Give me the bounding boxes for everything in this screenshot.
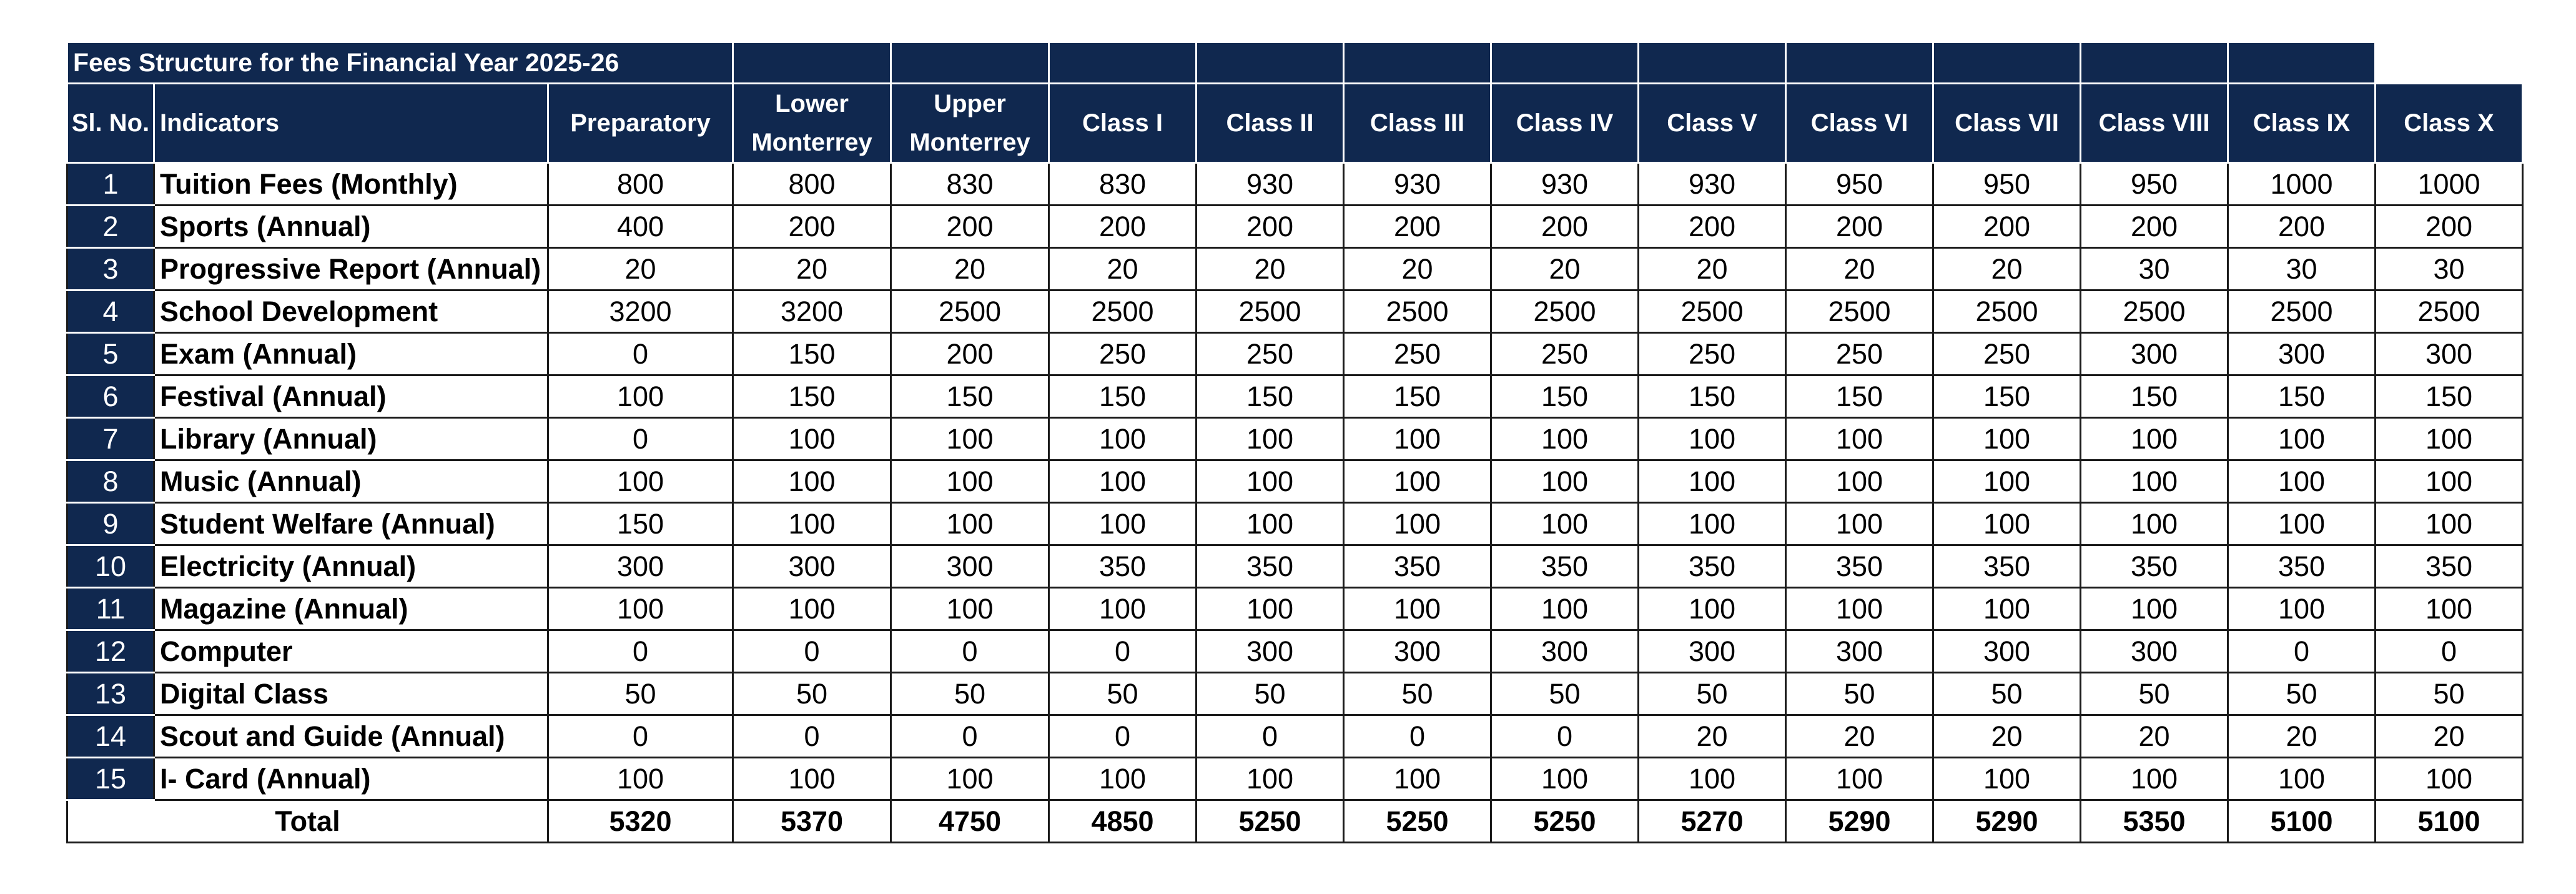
fee-cell: 100 [2228,418,2376,460]
fee-cell: 150 [1639,375,1786,418]
fee-cell: 100 [2228,758,2376,800]
table-title: Fees Structure for the Financial Year 2025-26 [67,42,733,84]
fee-cell: 100 [1197,588,1344,630]
sl-no-cell: 13 [67,673,154,715]
fee-cell: 100 [1491,418,1639,460]
fee-cell: 800 [548,163,733,206]
fee-cell: 0 [891,630,1049,673]
total-cell: 5250 [1491,800,1639,843]
fee-cell: 200 [891,333,1049,375]
fee-cell: 100 [1049,758,1197,800]
fee-cell: 100 [733,418,891,460]
header-column: Class II [1197,84,1344,163]
fee-cell: 0 [2376,630,2523,673]
fee-cell: 100 [2376,503,2523,545]
fee-cell: 0 [1491,715,1639,758]
fee-cell: 100 [1491,503,1639,545]
fee-cell: 100 [1639,588,1786,630]
indicator-cell: Progressive Report (Annual) [154,248,548,291]
fee-cell: 100 [548,758,733,800]
table-row [67,503,2523,545]
table-row [67,333,2523,375]
fee-cell: 300 [2376,333,2523,375]
total-cell: 5290 [1786,800,1933,843]
fee-cell: 0 [733,715,891,758]
total-cell: 5320 [548,800,733,843]
fee-cell: 800 [733,163,891,206]
fee-cell: 20 [891,248,1049,291]
fee-cell: 2500 [1639,291,1786,333]
fee-cell: 250 [1491,333,1639,375]
fee-cell: 20 [733,248,891,291]
fee-cell: 2500 [1933,291,2081,333]
fee-cell: 100 [548,460,733,503]
header-indicators: Indicators [154,84,548,163]
fee-cell: 0 [1344,715,1491,758]
fee-cell: 0 [548,418,733,460]
fee-cell: 50 [1786,673,1933,715]
indicator-cell: Tuition Fees (Monthly) [154,163,548,206]
fee-cell: 150 [2081,375,2228,418]
indicator-cell: Magazine (Annual) [154,588,548,630]
fee-cell: 100 [2376,588,2523,630]
fee-cell: 100 [1344,758,1491,800]
fee-cell: 20 [1786,715,1933,758]
total-cell: 5100 [2228,800,2376,843]
fee-cell: 250 [1639,333,1786,375]
fee-cell: 20 [1197,248,1344,291]
fee-cell: 20 [1933,715,2081,758]
header-column: Preparatory [548,84,733,163]
fee-cell: 100 [2081,418,2228,460]
sl-no-cell: 6 [67,375,154,418]
fee-cell: 300 [1344,630,1491,673]
fee-cell: 0 [548,333,733,375]
fee-cell: 100 [1344,460,1491,503]
fee-cell: 100 [1197,418,1344,460]
fee-cell: 1000 [2376,163,2523,206]
indicator-cell: Music (Annual) [154,460,548,503]
fee-cell: 0 [2228,630,2376,673]
fee-cell: 20 [1933,248,2081,291]
fee-cell: 300 [2081,333,2228,375]
total-label: Total [67,800,548,843]
fee-cell: 150 [2376,375,2523,418]
fee-cell: 250 [1049,333,1197,375]
fee-cell: 100 [2376,418,2523,460]
fee-cell: 100 [891,418,1049,460]
fee-cell: 20 [2081,715,2228,758]
fee-cell: 20 [1639,248,1786,291]
indicator-cell: Sports (Annual) [154,206,548,248]
fee-cell: 100 [1344,503,1491,545]
fee-cell: 100 [2228,588,2376,630]
header-column: Class V [1639,84,1786,163]
sl-no-cell: 1 [67,163,154,206]
fee-cell: 20 [1344,248,1491,291]
fee-cell: 50 [548,673,733,715]
table-row [67,291,2523,333]
fee-cell: 20 [1049,248,1197,291]
fee-cell: 2500 [891,291,1049,333]
fee-cell: 20 [1786,248,1933,291]
fee-cell: 930 [1491,163,1639,206]
fee-cell: 100 [1049,588,1197,630]
fee-cell: 100 [1933,418,2081,460]
table-row [67,758,2523,800]
fee-cell: 100 [891,758,1049,800]
fee-cell: 2500 [1786,291,1933,333]
total-cell: 5250 [1197,800,1344,843]
fee-cell: 100 [733,758,891,800]
total-cell: 5270 [1639,800,1786,843]
fee-cell: 930 [1639,163,1786,206]
table-row [67,715,2523,758]
fee-cell: 0 [548,715,733,758]
fee-cell: 150 [1197,375,1344,418]
fee-cell: 100 [1491,758,1639,800]
header-column: Class X [2376,84,2523,163]
fee-cell: 300 [2081,630,2228,673]
header-column: Class I [1049,84,1197,163]
table-row [67,588,2523,630]
fee-cell: 950 [2081,163,2228,206]
sl-no-cell: 3 [67,248,154,291]
fee-cell: 150 [1933,375,2081,418]
fee-cell: 50 [1197,673,1344,715]
sl-no-cell: 5 [67,333,154,375]
total-cell: 4850 [1049,800,1197,843]
fee-cell: 100 [1786,588,1933,630]
title-row [67,42,2523,84]
fee-cell: 200 [1786,206,1933,248]
table-row [67,545,2523,588]
fee-cell: 300 [891,545,1049,588]
fee-cell: 300 [1197,630,1344,673]
indicator-cell: Library (Annual) [154,418,548,460]
fee-cell: 100 [1933,503,2081,545]
table-row [67,418,2523,460]
fee-cell: 300 [1933,630,2081,673]
table-row [67,206,2523,248]
fee-cell: 0 [1049,630,1197,673]
fee-cell: 250 [1197,333,1344,375]
header-column: Class VI [1786,84,1933,163]
total-cell: 4750 [891,800,1049,843]
fee-cell: 3200 [548,291,733,333]
fee-cell: 1000 [2228,163,2376,206]
fee-cell: 50 [1344,673,1491,715]
fee-cell: 200 [733,206,891,248]
total-cell: 5290 [1933,800,2081,843]
fee-cell: 950 [1786,163,1933,206]
indicator-cell: Digital Class [154,673,548,715]
fee-cell: 20 [2376,715,2523,758]
fee-cell: 100 [1344,418,1491,460]
sl-no-cell: 2 [67,206,154,248]
table-row [67,248,2523,291]
fee-cell: 250 [1933,333,2081,375]
table-row [67,630,2523,673]
fee-cell: 100 [733,503,891,545]
sl-no-cell: 10 [67,545,154,588]
fee-cell: 930 [1344,163,1491,206]
fee-cell: 0 [891,715,1049,758]
fees-structure-table [66,41,2524,843]
fee-cell: 930 [1197,163,1344,206]
sl-no-cell: 8 [67,460,154,503]
indicator-cell: Electricity (Annual) [154,545,548,588]
fee-cell: 2500 [2081,291,2228,333]
fee-cell: 100 [1344,588,1491,630]
fee-cell: 150 [733,333,891,375]
fee-cell: 350 [1786,545,1933,588]
fee-cell: 150 [733,375,891,418]
fee-cell: 2500 [1344,291,1491,333]
fee-cell: 100 [1639,758,1786,800]
fee-cell: 100 [1786,758,1933,800]
fee-cell: 200 [2228,206,2376,248]
fee-cell: 50 [733,673,891,715]
fee-cell: 100 [1639,460,1786,503]
fee-cell: 2500 [2228,291,2376,333]
fee-cell: 50 [2081,673,2228,715]
fee-cell: 100 [1049,460,1197,503]
fee-cell: 300 [1639,630,1786,673]
fee-cell: 50 [2228,673,2376,715]
fee-cell: 20 [1639,715,1786,758]
fee-cell: 100 [1491,588,1639,630]
table-row [67,163,2523,206]
fee-cell: 100 [891,588,1049,630]
header-column: Class IV [1491,84,1639,163]
fee-cell: 350 [2376,545,2523,588]
fee-cell: 50 [1639,673,1786,715]
fee-cell: 100 [1786,460,1933,503]
fee-cell: 0 [1049,715,1197,758]
fee-cell: 100 [1933,588,2081,630]
header-row [67,84,2523,163]
fee-cell: 950 [1933,163,2081,206]
indicator-cell: School Development [154,291,548,333]
fee-cell: 350 [1197,545,1344,588]
fee-cell: 100 [2376,758,2523,800]
fee-cell: 100 [548,375,733,418]
fee-cell: 2500 [1197,291,1344,333]
sl-no-cell: 11 [67,588,154,630]
fee-cell: 20 [548,248,733,291]
fee-cell: 400 [548,206,733,248]
fee-cell: 830 [1049,163,1197,206]
fee-cell: 100 [1639,418,1786,460]
table-row [67,673,2523,715]
sl-no-cell: 12 [67,630,154,673]
fee-cell: 30 [2228,248,2376,291]
indicator-cell: Student Welfare (Annual) [154,503,548,545]
fee-cell: 30 [2081,248,2228,291]
fee-cell: 100 [1639,503,1786,545]
fee-cell: 350 [1049,545,1197,588]
sl-no-cell: 15 [67,758,154,800]
indicator-cell: I- Card (Annual) [154,758,548,800]
total-cell: 5350 [2081,800,2228,843]
fee-cell: 100 [2081,588,2228,630]
fee-cell: 150 [1491,375,1639,418]
fee-cell: 2500 [1049,291,1197,333]
fee-cell: 0 [733,630,891,673]
fee-cell: 100 [1933,758,2081,800]
header-column: Upper Monterrey [891,84,1049,163]
fee-cell: 150 [548,503,733,545]
fee-cell: 100 [1197,503,1344,545]
fee-cell: 50 [1049,673,1197,715]
fee-cell: 150 [891,375,1049,418]
fee-cell: 100 [2376,460,2523,503]
fee-cell: 350 [1344,545,1491,588]
fee-cell: 100 [2228,460,2376,503]
fee-cell: 250 [1344,333,1491,375]
header-column: Class III [1344,84,1491,163]
fee-cell: 200 [1049,206,1197,248]
fee-cell: 150 [1049,375,1197,418]
fee-cell: 300 [1491,630,1639,673]
indicator-cell: Scout and Guide (Annual) [154,715,548,758]
fee-cell: 100 [1049,418,1197,460]
sl-no-cell: 7 [67,418,154,460]
fee-cell: 100 [1049,503,1197,545]
fee-cell: 200 [2081,206,2228,248]
fee-cell: 50 [1933,673,2081,715]
sl-no-cell: 9 [67,503,154,545]
fee-cell: 100 [2081,460,2228,503]
indicator-cell: Exam (Annual) [154,333,548,375]
table-row [67,460,2523,503]
fee-cell: 30 [2376,248,2523,291]
fee-cell: 3200 [733,291,891,333]
fee-cell: 200 [1344,206,1491,248]
fee-cell: 300 [2228,333,2376,375]
total-cell: 5250 [1344,800,1491,843]
fee-cell: 300 [548,545,733,588]
indicator-cell: Computer [154,630,548,673]
fee-cell: 100 [2228,503,2376,545]
fee-cell: 100 [1491,460,1639,503]
fee-cell: 2500 [2376,291,2523,333]
fee-rows [67,163,2523,800]
fee-cell: 350 [2228,545,2376,588]
total-cell: 5370 [733,800,891,843]
header-column: Class IX [2228,84,2376,163]
fee-cell: 350 [1491,545,1639,588]
fee-cell: 100 [1786,418,1933,460]
fee-cell: 200 [2376,206,2523,248]
fee-cell: 20 [1491,248,1639,291]
fee-cell: 50 [1491,673,1639,715]
indicator-cell: Festival (Annual) [154,375,548,418]
fee-cell: 2500 [1491,291,1639,333]
fee-cell: 200 [1491,206,1639,248]
fee-cell: 300 [733,545,891,588]
fee-cell: 0 [1197,715,1344,758]
fee-cell: 350 [2081,545,2228,588]
total-cell: 5100 [2376,800,2523,843]
fee-cell: 100 [548,588,733,630]
header-column: Class VIII [2081,84,2228,163]
sl-no-cell: 14 [67,715,154,758]
fee-cell: 200 [1639,206,1786,248]
table-row [67,375,2523,418]
header-column: Lower Monterrey [733,84,891,163]
fee-cell: 100 [1933,460,2081,503]
fee-cell: 200 [1933,206,2081,248]
fee-cell: 200 [891,206,1049,248]
fee-cell: 300 [1786,630,1933,673]
fee-cell: 150 [1344,375,1491,418]
fee-cell: 100 [733,588,891,630]
fee-cell: 350 [1933,545,2081,588]
fee-cell: 250 [1786,333,1933,375]
header-sl-no: Sl. No. [67,84,154,163]
total-row [67,800,2523,843]
fee-cell: 50 [2376,673,2523,715]
fee-cell: 150 [1786,375,1933,418]
fee-cell: 100 [1786,503,1933,545]
fee-cell: 100 [733,460,891,503]
fee-cell: 150 [2228,375,2376,418]
fee-cell: 100 [2081,758,2228,800]
fee-cell: 100 [1197,460,1344,503]
fee-cell: 0 [548,630,733,673]
fee-cell: 50 [891,673,1049,715]
fee-cell: 100 [891,460,1049,503]
fee-cell: 830 [891,163,1049,206]
header-column: Class VII [1933,84,2081,163]
sl-no-cell: 4 [67,291,154,333]
fee-cell: 350 [1639,545,1786,588]
fee-cell: 200 [1197,206,1344,248]
fee-cell: 20 [2228,715,2376,758]
fee-cell: 100 [1197,758,1344,800]
fee-cell: 100 [891,503,1049,545]
fee-cell: 100 [2081,503,2228,545]
